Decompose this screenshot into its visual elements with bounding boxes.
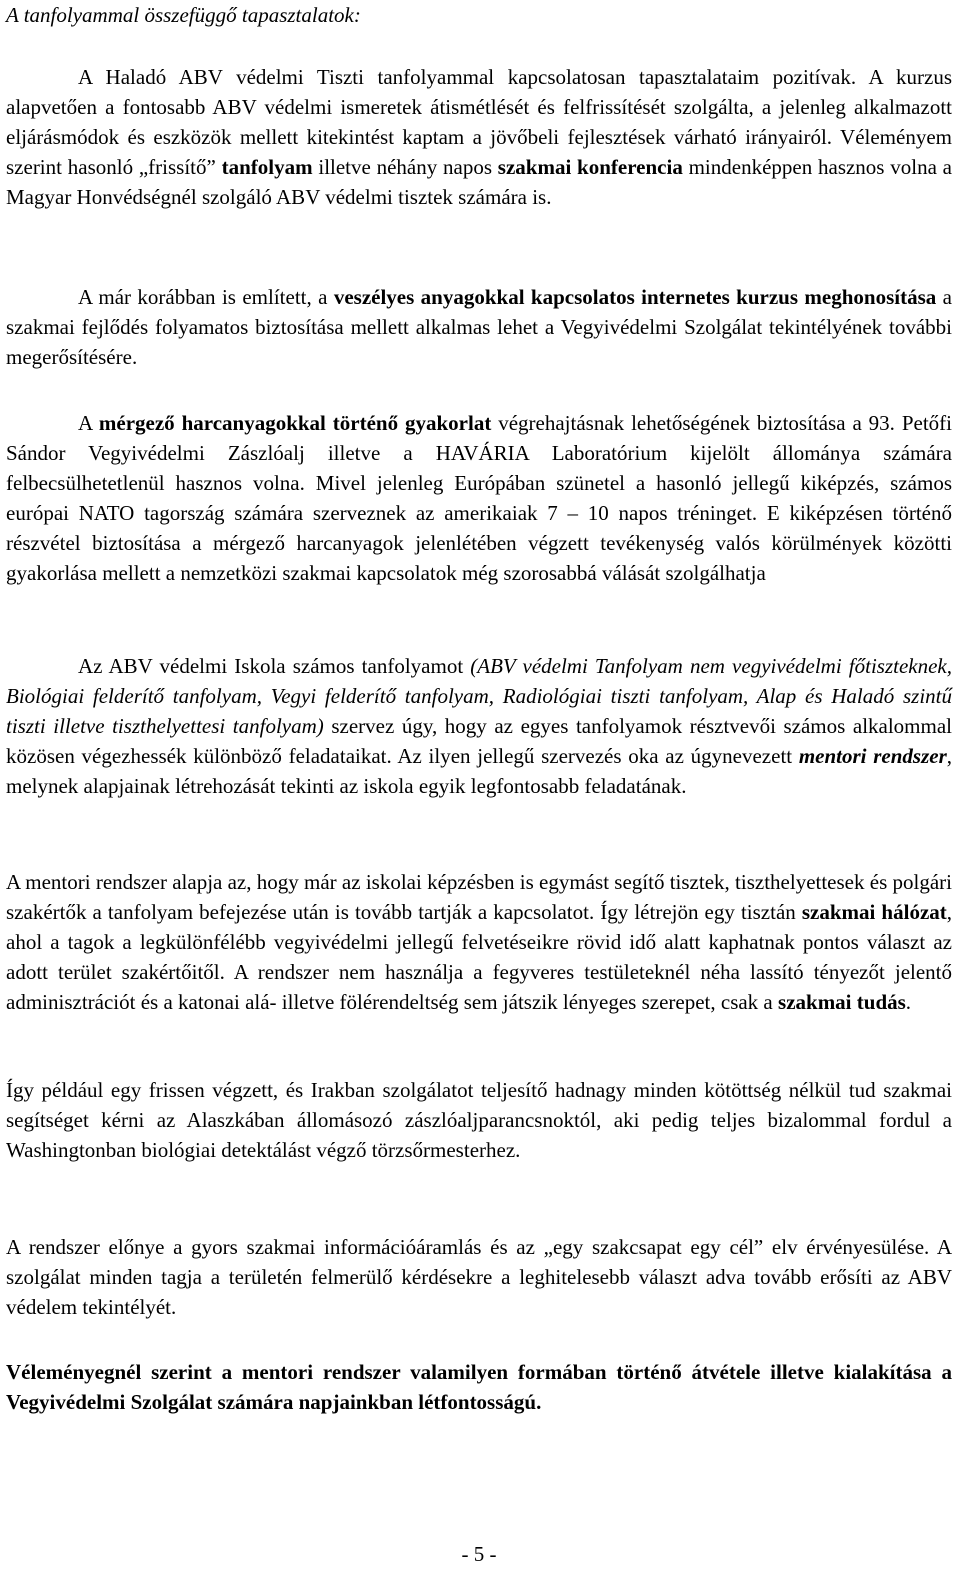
paragraph-course-experience: A Haladó ABV védelmi Tiszti tanfolyammal kapcsolatosan tapasztalataim pozitívak. A kurzus alapvetően a fontosabb ABV védelmi ismeretek átismétlését és felfrissítését szolgálta, a jelenleg alkalmazott eljárásmódok és eszközök mellett kitekintést kaptam a jövőbeli fejlesztések várható irányairól. Véleményem szerint hasonló „frissítő” tanfolyam illetve néhány napos szakmai konferencia mindenképpen hasznos volna a Magyar Honvédségnél szolgáló ABV védelmi tisztek számára is. (6, 65, 952, 209)
paragraph-conclusion: Véleményegnél szerint a mentori rendszer valamilyen formában történő átvétele illetve kialakítása a Vegyivédelmi Szolgálat számára napjainkban létfontosságú. (6, 1360, 952, 1414)
page-number: - 5 - (461, 1542, 497, 1566)
paragraph-advantage: A rendszer előnye a gyors szakmai információáramlás és az „egy szakcsapat egy cél” elv érvényesülése. A szolgálat minden tagja a területén felmerülő kérdésekre a leghitelesebb választ adva tovább erősíti az ABV védelem tekintélyét. (6, 1235, 952, 1319)
paragraph-internet-course: A már korábban is említett, a veszélyes anyagokkal kapcsolatos internetes kurzus meghonosítása a szakmai fejlődés folyamatos biztosítása mellett alkalmas lehet a Vegyivédelmi Szolgálat tekintélyének további megerősítésére. (6, 285, 952, 369)
section-heading: A tanfolyammal összefüggő tapasztalatok: (6, 3, 361, 27)
paragraph-mentor-system: A mentori rendszer alapja az, hogy már az iskolai képzésben is egymást segítő tisztek, tiszthelyettesek és polgári szakértők a tanfolyam befejezése után is tovább tartják a kapcsolatot. Így létrejön egy tisztán szakmai hálózat, ahol a tagok a legkülönfélébb vegyivédelmi jellegű felvetéseikre rövid idő alatt kaphatnak pontos választ az adott terület szakértőitől. A rendszer nem használja a fegyveres testületeknél néha lassító tényezőt jelentő adminisztrációt és a katonai alá- illetve fölérendeltség sem játszik lényeges szerepet, csak a szakmai tudás. (6, 870, 953, 1014)
paragraph-school-courses: Az ABV védelmi Iskola számos tanfolyamot (ABV védelmi Tanfolyam nem vegyivédelmi főtiszteknek, Biológiai felderítő tanfolyam, Vegyi felderítő tanfolyam, Radiológiai tiszti tanfolyam, Alap és Haladó szintű tiszti illetve tiszthelyettesi tanfolyam) szervez úgy, hogy az egyes tanfolyamok résztvevői számos alkalommal közösen végezhessék különböző feladataikat. Az ilyen jellegű szervezés oka az úgynevezett mentori rendszer, melynek alapjainak létrehozását tekinti az iskola egyik legfontosabb feladatának. (6, 654, 953, 798)
paragraph-toxic-exercise: A mérgező harcanyagokkal történő gyakorlat végrehajtásnak lehetőségének biztosítása a 93. Petőfi Sándor Vegyivédelmi Zászlóalj illetve a HAVÁRIA Laboratórium kijelölt állománya számára felbecsülhetetlenül hasznos volna. Mivel jelenleg Európában szünetel a hasonló jellegű kiképzés, számos európai NATO tagország számára szerveznek az amerikaiak 7 – 10 napos tréninget. E kiképzésen történő részvétel biztosítása a mérgező harcanyagok jelenlétében végzett tevékenység valós körülmények közötti gyakorlása mellett a nemzetközi szakmai kapcsolatok még szorosabbá válását szolgálhatja (6, 411, 952, 585)
paragraph-example: Így például egy frissen végzett, és Irakban szolgálatot teljesítő hadnagy minden kötöttség nélkül tud szakmai segítséget kérni az Alaszkában állomásozó zászlóaljparancsnoktól, aki pedig teljes bizalommal fordul a Washingtonban biológiai detektálást végző törzsőrmesterhez. (6, 1078, 952, 1162)
